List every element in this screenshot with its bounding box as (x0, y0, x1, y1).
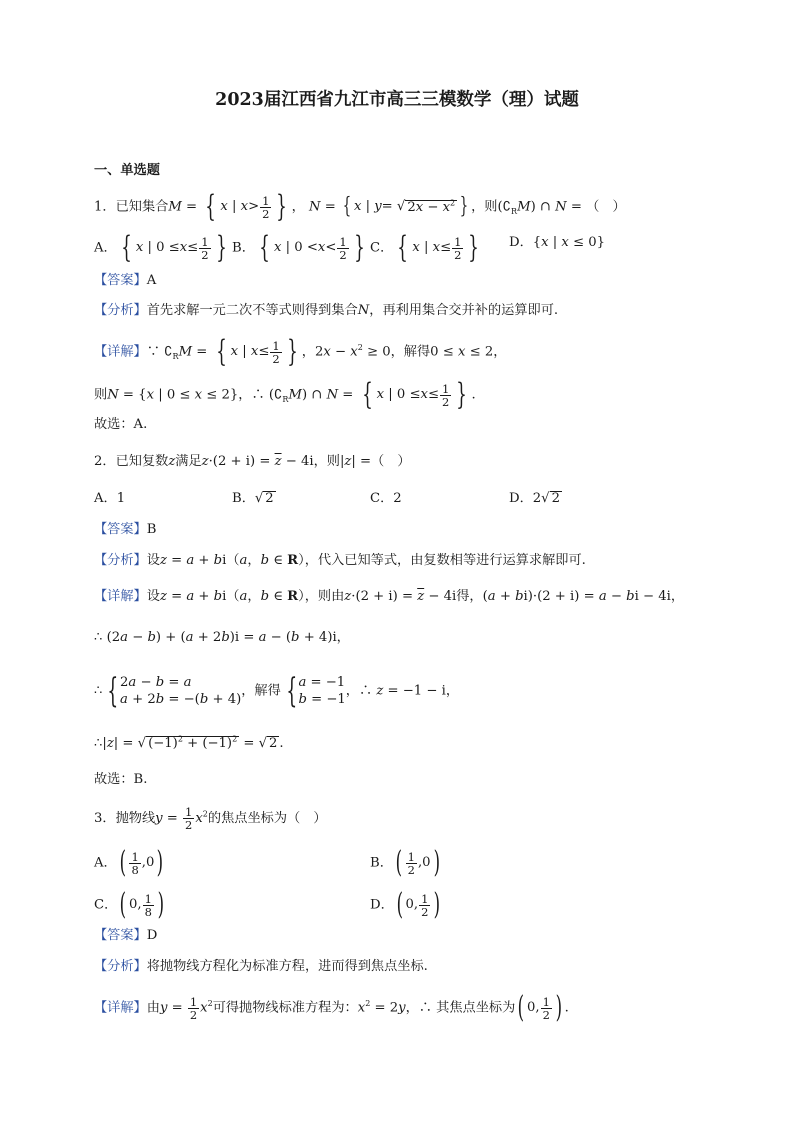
page-title: 2023届江西省九江市高三三模数学（理）试题 (215, 90, 579, 110)
q1-option-b: B． { x | 0 < x < $\frac{1}{2}$ } (232, 230, 365, 265)
q1-detail-1: 【详解】∵ $∁_RM$ = { x | x ≤ $\frac{1}{2}$ } ，$2x - x^2 \ge 0$，解得0 ≤ x ≤ 2， (94, 334, 507, 369)
q2-detail-4: ∴|z| = √ $(-1)^2 + (-1)^2$ = √ 2 . (94, 734, 284, 751)
q2-choice: 故选：B. (94, 772, 148, 787)
q1-option-d: D．{x | x ≤ 0} (509, 235, 606, 250)
q1-stem-prefix: 1．已知集合 (94, 199, 169, 215)
q1-stem-end: （ ） (586, 199, 626, 215)
q3-detail: 【详解】由y = $\frac{1}{2}$ $x^2$可得抛物线标准方程为：$x^2 = 2y$，∴ 其焦点坐标为 ( 0, $\frac{1}{2}$ ) . (94, 990, 569, 1025)
q1-stem-suffix: ，则 (471, 199, 498, 215)
q1-detail-2: 则N = {x | 0 ≤ x ≤ 2}，∴ $(∁_RM)$ ∩ N = { x | 0 ≤ x ≤ $\frac{1}{2}$ } . (94, 377, 476, 412)
q3-stem: 3．抛物线y = $\frac{1}{2}$ $x^2$的焦点坐标为（ ） (94, 805, 327, 832)
q1-option-c: C． { x | x ≤ $\frac{1}{2}$ } (370, 230, 480, 265)
q2-detail-1: 【详解】设z = a + bi（a，b ∈ R），则由$z\cdot(2 + i) = \overline{z} - 4i$得，(a + bi)·(2 + i) = a − bi − 4i， (94, 589, 685, 604)
q2-option-a: A．1 (94, 491, 126, 506)
section-heading: 一、单选题 (94, 163, 160, 178)
q2-option-c: C．2 (370, 491, 402, 506)
q2-option-b: B．√ 2 (232, 491, 274, 506)
q3-analysis: 【分析】将抛物线方程化为标准方程，进而得到焦点坐标. (94, 959, 428, 974)
q1-option-a: A． { x | 0 ≤ x ≤ $\frac{1}{2}$ } (94, 230, 227, 265)
q3-option-b: B． ( $\frac{1}{2}$ ,0 ) (370, 845, 440, 880)
q1-stem: 1．已知集合M = { x | x > $\frac{1}{2}$ } ， N = { x | y = √ $2x - x^2$ } ，则$(∁_RM)$ ∩ N = （ ） (94, 189, 626, 224)
q2-detail-2: ∴ (2a − b) + (a + 2b)i = a − (b + 4)i， (94, 630, 350, 645)
q3-answer: 【答案】D (94, 928, 158, 943)
q3-option-a: A． ( $\frac{1}{8}$ ,0 ) (94, 845, 164, 880)
q2-analysis: 【分析】设z = a + bi（a，b ∈ R），代入已知等式，由复数相等进行运算求解即可. (94, 553, 586, 568)
q2-answer: 【答案】B (94, 522, 157, 537)
q3-option-d: D． ( 0, $\frac{1}{2}$ ) (370, 887, 441, 922)
q1-choice: 故选：A. (94, 417, 148, 432)
q1-analysis: 【分析】首先求解一元二次不等式则得到集合N，再利用集合交并补的运算即可. (94, 303, 559, 318)
q1-answer: 【答案】A (94, 273, 157, 288)
q2-stem: 2．已知复数z满足$z\cdot(2 + i) = \overline{z} - 4i$，则|z| =（ ） (94, 454, 411, 469)
q2-option-d: D．2√ 2 (509, 491, 560, 506)
q3-option-c: C． ( 0, $\frac{1}{8}$ ) (94, 887, 165, 922)
q2-detail-3: ∴ { 2a − b = a a + 2b = −(b + 4) ，解得 { a = −1 b = −1 ，∴ z = −1 − i， (94, 671, 460, 711)
